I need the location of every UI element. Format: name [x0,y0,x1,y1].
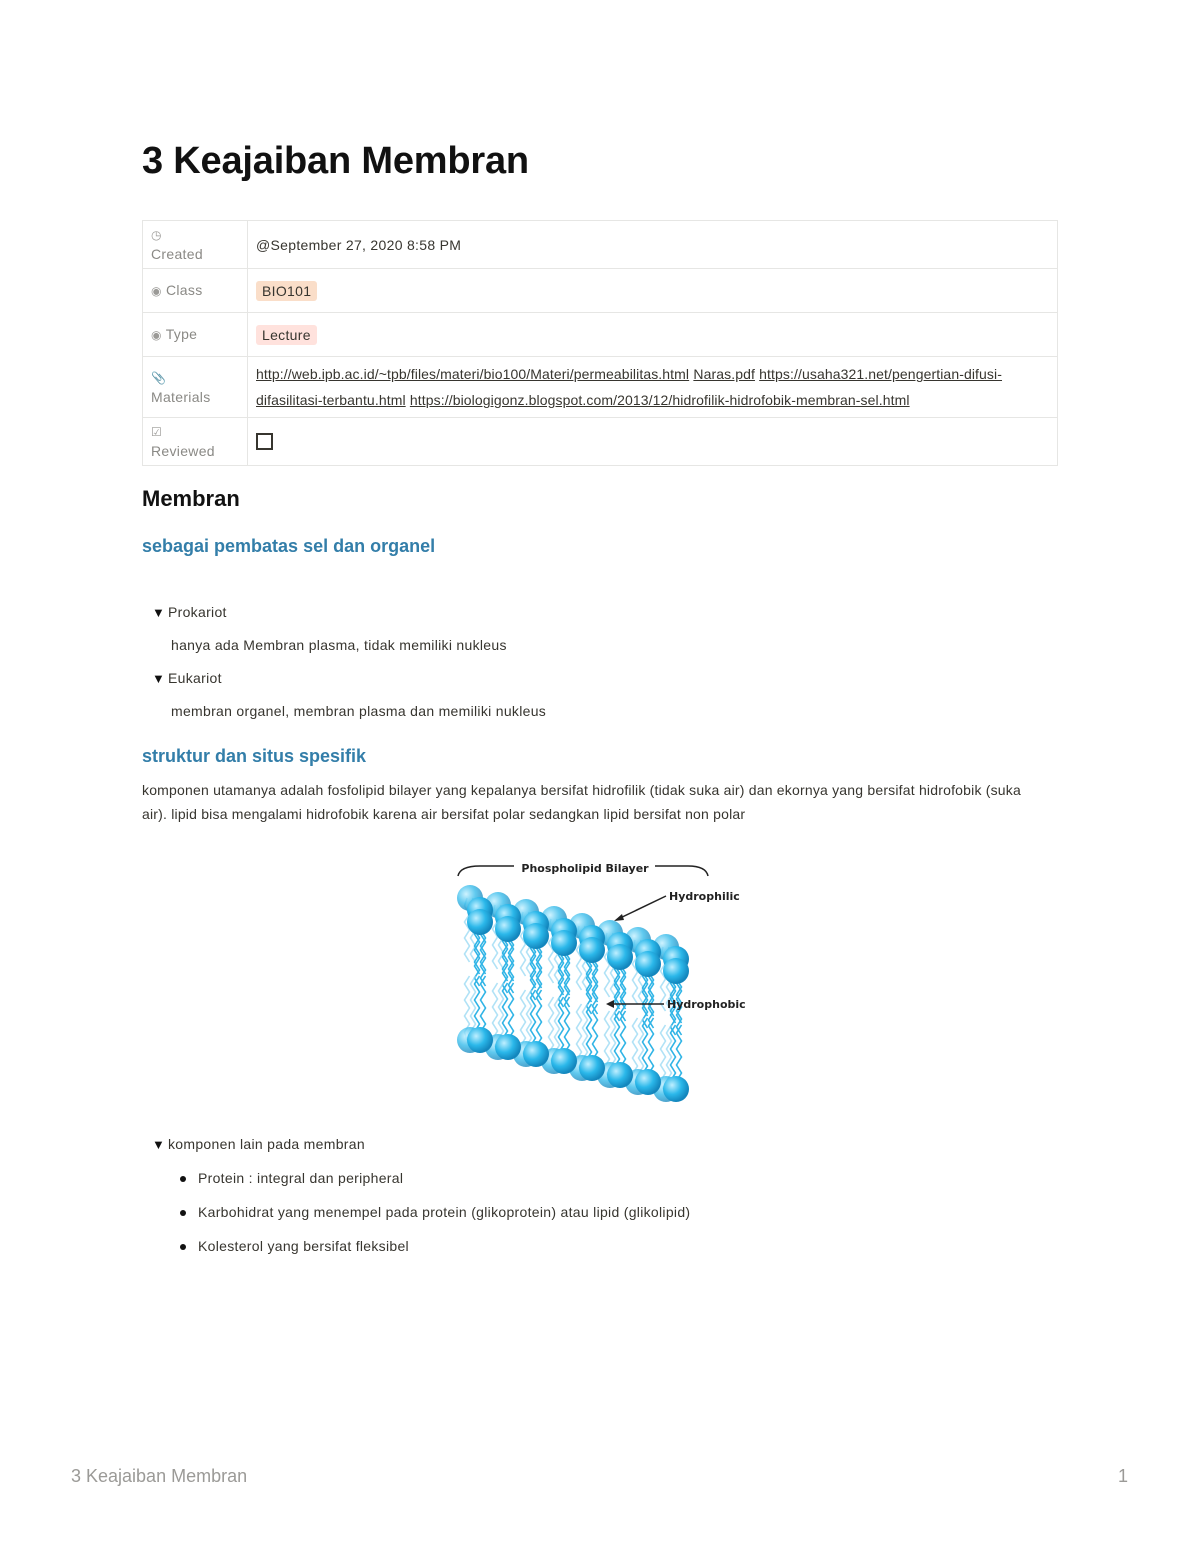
lipid-head [523,923,549,949]
lipid-head [523,1041,549,1067]
toggle-eukariot[interactable] [152,670,222,686]
reviewed-checkbox[interactable] [256,433,273,450]
bracket-right [655,866,708,876]
select-icon: ◉ [151,327,162,342]
page-title: 3 Keajaiban Membran [142,140,529,182]
hydrophilic-label: Hydrophilic [669,890,740,903]
hydrophilic-arrowhead [614,914,624,921]
bullet-dot-icon [180,1210,186,1216]
lipid-head [663,958,689,984]
clock-icon: ◷ [151,228,162,242]
list-item [180,1238,409,1254]
created-label: Created [151,246,203,262]
materials-label: Materials [151,388,211,405]
toggle-triangle-icon[interactable]: ▼ [152,1137,166,1152]
type-tag[interactable]: Lecture [256,325,317,345]
subheading-pembatas: sebagai pembatas sel dan organel [142,536,436,556]
material-link[interactable]: https://biologigonz.blogspot.com/2013/12/hidrofilik-hidrofobik-membran-sel.html [409,392,910,408]
toggle-komponen-lain[interactable] [152,1136,365,1152]
reviewed-label: Reviewed [151,443,215,459]
property-row-class [143,269,1058,313]
property-row-materials [143,357,1058,418]
toggle-body: membran organel, membran plasma dan memiliki nukleus [171,703,547,719]
lipid-head [579,937,605,963]
toggle-body: hanya ada Membran plasma, tidak memiliki nukleus [171,637,507,653]
lipid-head [635,1069,661,1095]
figure-title: Phospholipid Bilayer [521,862,649,875]
property-key-reviewed [143,418,248,466]
bullet-dot-icon [180,1176,186,1182]
property-row-type [143,313,1058,357]
lipid-head [551,930,577,956]
lipid-head [495,1034,521,1060]
toggle-triangle-icon[interactable]: ▼ [152,605,166,620]
paragraph: komponen utamanya adalah fosfolipid bilayer yang kepalanya bersifat hidrofilik (tidak suka air) dan ekornya yang bersifat hidrofobik (suka air). lipid bisa mengalami hidrofobik karena air bersifat polar sedangkan lipid bersifat non polar [142,782,1021,822]
material-link[interactable]: https://usaha321.net/pengertian-difusi-difasilitasi-terbantu.html [256,366,1003,408]
reviewed-value [248,418,1058,466]
checkbox-icon: ☑ [151,425,163,439]
type-value-cell[interactable] [248,313,1058,357]
toggle-triangle-icon[interactable]: ▼ [152,671,166,686]
toggle-label: komponen lain pada membran [168,1136,365,1152]
toggle-label: Prokariot [168,604,227,620]
paperclip-icon: 📎 [151,370,167,385]
lipid-head [495,916,521,942]
material-link[interactable]: Naras.pdf [693,366,755,382]
type-label: Type [165,325,198,342]
toggle-prokariot[interactable] [152,604,227,620]
toggle-label: Eukariot [168,670,222,686]
class-label: Class [165,281,203,298]
lipid-head [467,909,493,935]
phospholipid-bilayer-figure [450,858,760,1108]
property-key-class [143,269,248,313]
lipid-head [551,1048,577,1074]
property-key-created [143,221,248,269]
footer-title: 3 Keajaiban Membran [71,1466,248,1486]
properties-table [142,220,1058,466]
lipid-head [607,1062,633,1088]
class-value-cell[interactable] [248,269,1058,313]
hydrophobic-label: Hydrophobic [667,998,746,1011]
hydrophobic-arrowhead [606,1000,614,1008]
property-key-materials [143,357,248,418]
bullet-dot-icon [180,1244,186,1250]
section-heading: Membran [142,486,240,511]
lipid-head [663,1076,689,1102]
list-item-text: Protein : integral dan peripheral [198,1170,404,1186]
list-item [180,1170,403,1186]
list-item [180,1204,690,1220]
class-tag[interactable]: BIO101 [256,281,317,301]
lipid-head [467,1027,493,1053]
lipid-head [579,1055,605,1081]
bracket-left [458,866,514,876]
property-row-created [143,221,1058,269]
footer-page-number: 1 [1118,1466,1129,1486]
hydrophilic-pointer [616,896,666,920]
created-value: @September 27, 2020 8:58 PM [248,221,1058,269]
lipid-head [635,951,661,977]
property-row-reviewed [143,418,1058,466]
subheading-struktur: struktur dan situs spesifik [142,746,367,766]
select-icon: ◉ [151,283,162,298]
list-item-text: Karbohidrat yang menempel pada protein (glikoprotein) atau lipid (glikolipid) [198,1204,691,1220]
materials-value [248,357,1058,418]
material-link[interactable]: http://web.ipb.ac.id/~tpb/files/materi/bio100/Materi/permeabilitas.html [256,366,690,382]
property-key-type [143,313,248,357]
lipid-head [607,944,633,970]
list-item-text: Kolesterol yang bersifat fleksibel [198,1238,409,1254]
lipid-heads [457,885,689,1102]
